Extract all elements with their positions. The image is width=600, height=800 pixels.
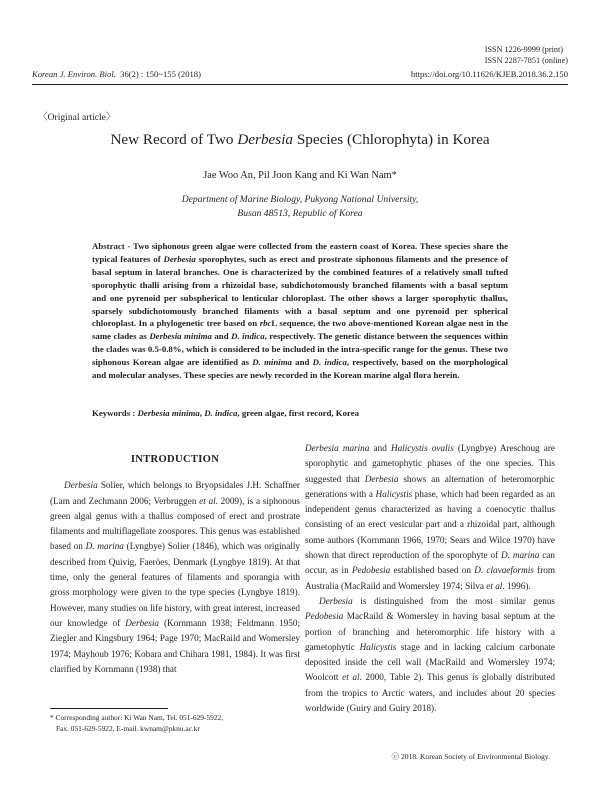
intro-paragraph-continued	[305, 441, 555, 594]
abstract-text: and	[291, 357, 313, 368]
paper-title	[0, 131, 600, 149]
running-header	[32, 69, 568, 79]
abstract-text: , respectively. The genetic distance between the sequences within the clades was 0.5-0.8%, which is considered to be included in the intra-specific range for the genus. These two siphonous Korean algae are identified as	[92, 331, 509, 368]
author-list: Jae Woo An, Pil Joon Kang and Ki Wan Nam*	[203, 170, 397, 181]
body-text: . 2009), is a siphonous green algal genus with a thallus composed of erect and prostrate filaments and multiflagellate zoospores. This genus was established based on	[50, 495, 301, 552]
abstract-text: Abstract - Two siphonous green algae were collected from the eastern coast of Korea. These species share the typical features of	[92, 241, 508, 264]
volume-pages: 36(2) : 150~155 (2018)	[120, 69, 201, 79]
intro-paragraph	[50, 478, 300, 677]
abstract	[92, 240, 508, 382]
abstract-text: sporophytes, such as erect and prostrate siphonous filaments and the presence of basal septum in lateral branches. One is characterized by the combined features of a relatively small tufted sporophytic thalli arising from a rhizoidal base, subdichotomously branched filaments with a basal septum and one pyrenoid per subspherical to lenticular chloroplast. The other shows a larger sporophytic thallus, sparsely subdichotomously branched filaments with a basal septum and one pyrenoid per spherical chloroplast. In a phylogenetic tree based on	[92, 253, 508, 329]
journal-name: Korean J. Environ. Biol.	[32, 69, 116, 79]
body-italic: Derbesia	[319, 595, 353, 606]
body-italic: Derbesia	[125, 617, 159, 628]
doi-link[interactable]: https://doi.org/10.11626/KJEB.2018.36.2.150	[410, 69, 568, 79]
body-text: phase, which had been regarded as an independent genus characterized as having a coenocytic thallus consisting of an erect vesicular part and a rhizoidal part, although some authors (Kornmann 1966, 1970; Sears and Wilce 1970) have shown that direct reproduction of the sporophyte of	[305, 488, 555, 561]
body-text: can occur, as in	[305, 550, 556, 576]
body-italic: Halicystis ovalis	[390, 443, 454, 453]
abstract-text: and	[211, 331, 232, 342]
section-heading-introduction: INTRODUCTION	[130, 454, 220, 465]
keyword: D. indica	[204, 408, 238, 418]
body-italic: D. clavaeformis	[474, 565, 534, 576]
body-italic: Halicystis	[375, 488, 413, 499]
corresponding-author-footnote	[50, 713, 223, 734]
title-text: New Record of Two	[110, 131, 238, 148]
keywords	[92, 408, 508, 418]
body-text: and	[369, 443, 391, 453]
body-text: stage and in lacking calcium carbonate deposited inside the cell wall (MacRaild and Womersley 1974; Woolcott	[305, 641, 555, 683]
left-column	[50, 452, 300, 677]
intro-paragraph	[305, 594, 555, 716]
body-italic: et al	[342, 672, 360, 683]
article-type: 〈Original article〉	[38, 112, 116, 123]
body-text: established based on	[390, 565, 475, 576]
journal-citation	[32, 69, 201, 79]
keyword-separator: ,	[199, 408, 205, 418]
body-text: . 2000, Table 2). This genus is globally distributed from the tropics to Arctic waters, and includes about 20 species worldwide (Guiry and Guiry 2018).	[305, 672, 556, 714]
keywords-label: Keywords :	[92, 408, 138, 418]
body-text: from Australia (MacRaild and Womersley 1974; Silva	[305, 565, 555, 591]
body-text: (Lyngbye) Solier (1846), which was originally described from Quivig, Faeröes, Denmark (Lyngbye 1819). At that time, only the general features of filaments and sporangia with gross morphology were given to the type species (Lyngbye 1819). However, many studies on life history, with great interest, increased our knowledge of	[50, 541, 300, 628]
abstract-text: , respectively, based on the morphological and molecular analyses. These species are newly recorded in the Korean marine algal flora herein.	[92, 357, 508, 381]
body-italic: Derbesia	[64, 480, 98, 491]
title-text-end: Species (Chlorophyta) in Korea	[293, 131, 490, 148]
abstract-italic: D. indica	[231, 331, 265, 342]
footnote-line: Fax. 051-629-5922, E-mail. kwnam@pknu.ac.kr	[56, 723, 200, 733]
body-text: is distinguished from the most similar genus	[352, 595, 555, 606]
abstract-italic: Derbesia minima	[149, 331, 212, 342]
issn-print: ISSN 1226-9999 (print)	[484, 45, 563, 54]
body-text: Solier, which belongs to Bryopsidales J.H. Schaffner (Lam and Zechmann 2006; Verbruggen	[50, 480, 300, 506]
body-italic: Pedobesia	[305, 611, 344, 622]
body-italic: Pedobesia	[351, 565, 391, 576]
abstract-italic: Derbesia	[163, 253, 196, 264]
affiliation-line: Busan 48513, Republic of Korea	[237, 208, 363, 219]
body-italic: et al	[486, 580, 503, 591]
keyword-list-rest: , green algae, first record, Korea	[237, 408, 360, 418]
body-italic: et al	[199, 495, 216, 506]
body-italic: Derbesia	[364, 473, 399, 484]
body-italic: D. marina	[85, 541, 124, 552]
abstract-italic: rbc	[259, 318, 272, 329]
header-divider	[32, 84, 568, 85]
body-text: shows an alternation of heteromorphic generations with a	[305, 473, 555, 499]
abstract-text: L sequence, the two above-mentioned Korean algae nest in the same clades as	[92, 318, 508, 342]
footnote-divider	[50, 708, 168, 709]
keyword: Derbesia minima	[137, 408, 200, 418]
body-text: . 1996).	[502, 580, 531, 591]
body-italic: Derbesia marina	[305, 443, 370, 453]
body-text: (Lyngbye) Areschoug are sporophytic and gametophytic phases of the one species. This suggested that	[305, 443, 555, 484]
issn-online: ISSN 2287-7851 (online)	[484, 56, 568, 65]
copyright-notice: ⓒ 2018. Korean Society of Environmental Biology.	[391, 752, 550, 761]
affiliation-line: Department of Marine Biology, Pukyong National University,	[181, 194, 419, 205]
abstract-italic: D. indica	[312, 357, 347, 368]
body-text: (Kornmann 1938; Feldmann 1950; Ziegler and Kingsbury 1964; Page 1970; MacRaild and Womersley 1974; Mayhoub 1976; Kobara and Chihara 1981, 1984). It was first clarified by Kornmann (1938) that	[50, 617, 300, 674]
right-column	[305, 441, 555, 716]
title-genus: Derbesia	[237, 131, 294, 148]
footnote-line: * Corresponding author: Ki Wan Nam, Tel. 051-629-5922,	[50, 713, 224, 722]
affiliation	[0, 193, 600, 221]
body-text: MacRaild & Womersley in having basal septum at the portion of branching and heteromorphic life history with a gametophytic	[305, 611, 555, 652]
body-italic: D. marina	[501, 550, 540, 561]
abstract-italic: D. minima	[252, 357, 292, 368]
issn-block	[485, 44, 568, 66]
body-italic: Halicystis	[359, 641, 397, 652]
